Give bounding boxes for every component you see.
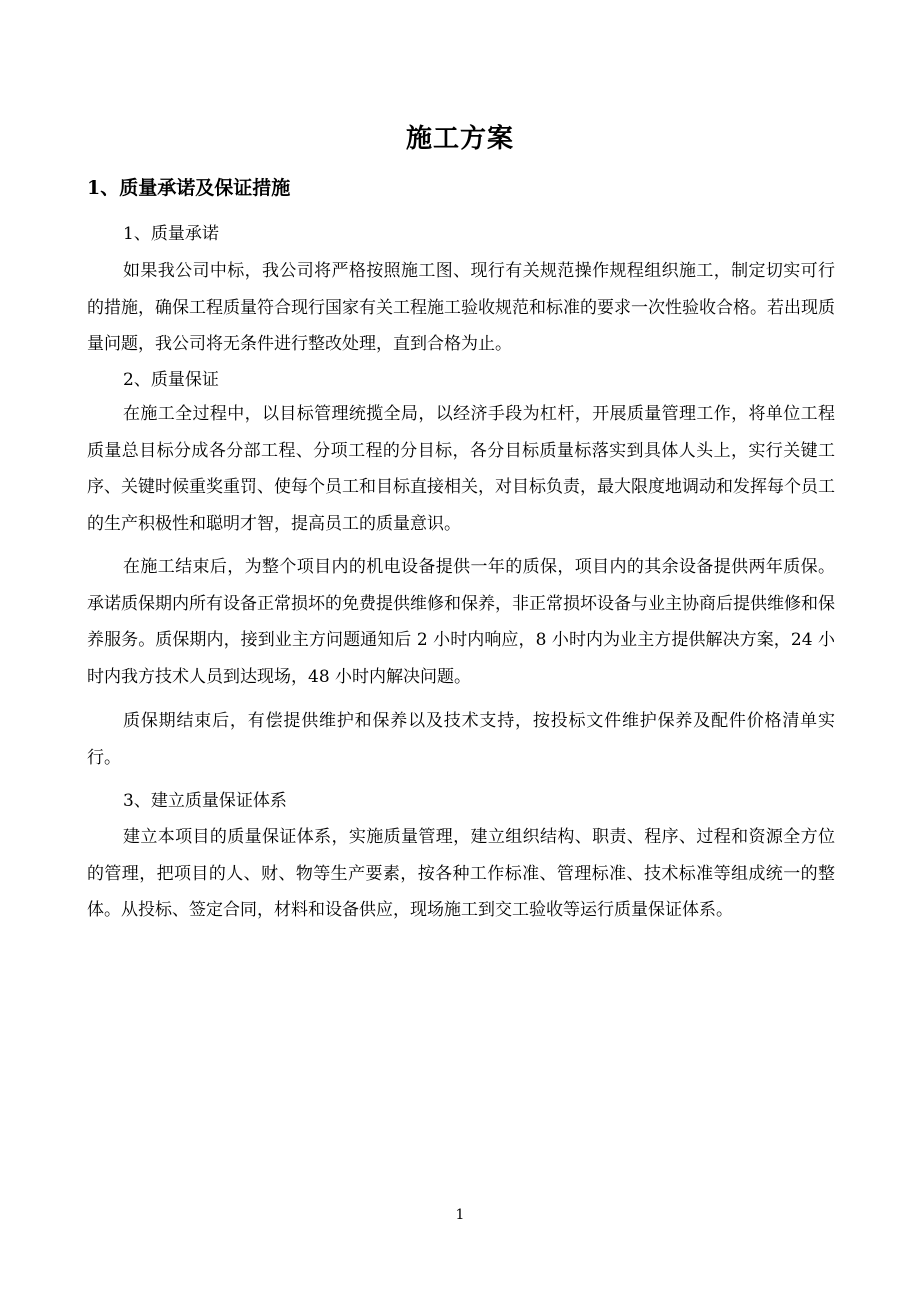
subsection-heading-quality-assurance: 2、质量保证 [123,370,219,390]
paragraph-quality-assurance-2: 在施工结束后，为整个项目内的机电设备提供一年的质保，项目内的其余设备提供两年质保。承诺质保期内所有设备正常损坏的免费提供维修和保养，非正常损坏设备与业主协商后提供维修和保养服务。质保期内，接到业主方问题通知后 2 小时内响应，8 小时内为业主方提供解决方案，24 小时内我方技术人员到达现场，48 小时内解决问题。 [87,557,835,687]
paragraph-quality-assurance-1: 在施工全过程中，以目标管理统揽全局，以经济手段为杠杆，开展质量管理工作，将单位工程质量总目标分成各分部工程、分项工程的分目标，各分目标质量标落实到具体人头上，实行关键工序、关键时候重奖重罚、使每个员工和目标直接相关，对目标负责，最大限度地调动和发挥每个员工的生产积极性和聪明才智，提高员工的质量意识。 [87,404,835,534]
document-title: 施工方案 [405,124,514,154]
subsection-heading-quality-system: 3、建立质量保证体系 [123,791,287,811]
paragraph-quality-commitment: 如果我公司中标，我公司将严格按照施工图、现行有关规范操作规程组织施工，制定切实可行的措施，确保工程质量符合现行国家有关工程施工验收规范和标准的要求一次性验收合格。若出现质量问题，我公司将无条件进行整改处理，直到合格为止。 [87,261,835,354]
section-heading: 1、质量承诺及保证措施 [87,177,291,199]
page-number: 1 [455,1207,465,1223]
subsection-heading-quality-commitment: 1、质量承诺 [123,224,219,244]
paragraph-quality-assurance-3: 质保期结束后，有偿提供维护和保养以及技术支持，按投标文件维护保养及配件价格清单实行。 [87,711,835,768]
paragraph-quality-system: 建立本项目的质量保证体系，实施质量管理，建立组织结构、职责、程序、过程和资源全方位的管理，把项目的人、财、物等生产要素，按各种工作标准、管理标准、技术标准等组成统一的整体。从投标、签定合同，材料和设备供应，现场施工到交工验收等运行质量保证体系。 [87,827,835,920]
